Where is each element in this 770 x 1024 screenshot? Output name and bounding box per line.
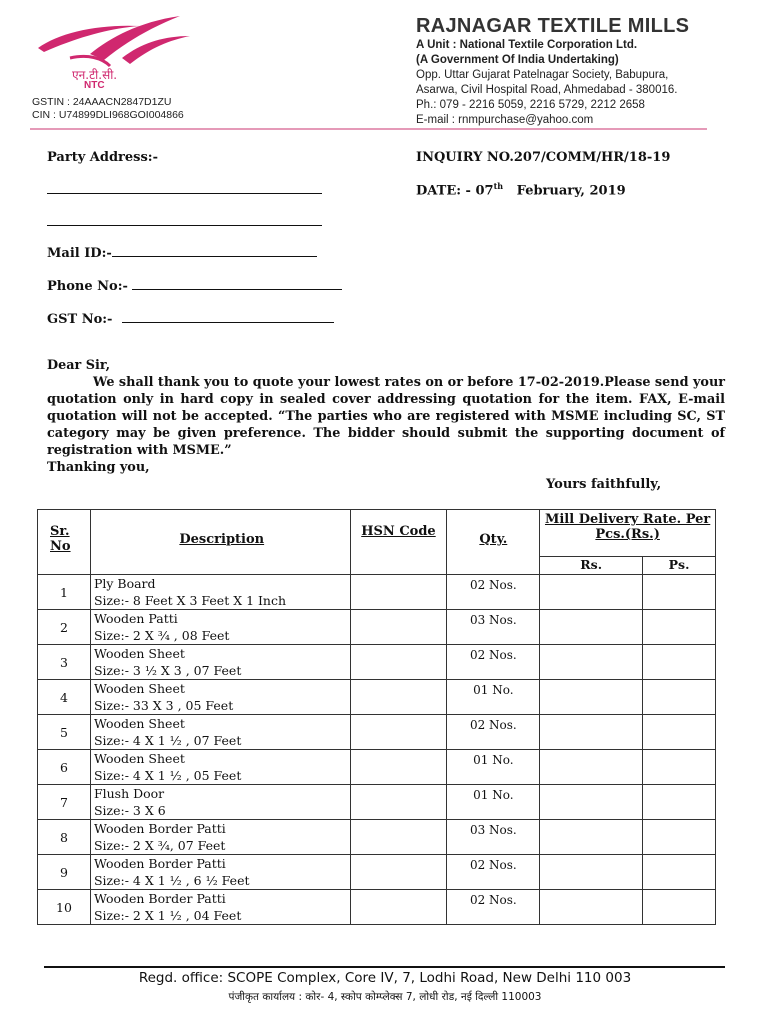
header-qty: Qty. [447,510,540,575]
org-block [416,14,689,128]
row-ps[interactable] [643,785,716,820]
footer-regd-office: Regd. office: SCOPE Complex, Core IV, 7, Lodhi Road, New Delhi 110 003 [138,970,632,986]
party-address-label: Party Address:- [47,150,159,165]
item-qty: 02 Nos. [469,858,517,872]
header-rate: Mill Delivery Rate. Per Pcs.(Rs.) [540,510,716,557]
row-ps[interactable] [643,820,716,855]
item-qty: 02 Nos. [469,893,517,907]
row-ps[interactable] [643,575,716,610]
item-name: Wooden Patti [93,611,178,626]
header-rs: Rs. [540,557,643,575]
row-qty [447,890,540,925]
table-row [38,645,716,680]
item-size: Size:- 8 Feet X 3 Feet X 1 Inch [93,593,287,608]
items-table [37,509,716,925]
footer-regd-office-hindi: पंजीकृत कार्यालय : कोर- 4, स्कोप कोम्प्लेक्स 7, लोधी रोड, नई दिल्ली 110003 [228,991,542,1003]
org-phone: Ph.: 079 - 2216 5059, 2216 5729, 2212 2658 [416,99,645,111]
item-name: Wooden Sheet [93,681,185,696]
row-sr: 5 [38,715,91,750]
inquiry-number: INQUIRY NO.207/COMM/HR/18-19 [416,150,671,165]
item-name: Flush Door [93,786,165,801]
row-hsn[interactable] [350,750,447,785]
mail-id-label: Mail ID:- [47,246,112,261]
row-ps[interactable] [643,750,716,785]
phone-label: Phone No:- [47,279,128,294]
row-rs[interactable] [540,610,643,645]
row-qty [447,645,540,680]
org-email: E-mail : rnmpurchase@yahoo.com [416,114,594,126]
item-name: Wooden Border Patti [93,856,226,871]
row-sr: 2 [38,610,91,645]
row-hsn[interactable] [350,820,447,855]
item-qty: 01 No. [473,788,514,802]
row-qty [447,680,540,715]
thanking: Thanking you, [47,460,150,475]
row-sr: 10 [38,890,91,925]
header-sr: Sr. No [38,510,91,575]
item-name: Wooden Sheet [93,646,185,661]
org-address-2: Asarwa, Civil Hospital Road, Ahmedabad - 380016. [416,84,678,96]
footer-divider [44,966,725,968]
row-rs[interactable] [540,890,643,925]
table-row [38,890,716,925]
mail-id-blank [112,244,317,257]
row-hsn[interactable] [350,715,447,750]
row-description [90,785,350,820]
date-suffix: th [493,181,504,191]
row-description [90,855,350,890]
row-description [90,680,350,715]
table-row [38,855,716,890]
cin: CIN : U74899DLI968GOI004866 [32,109,184,121]
header-description: Description [90,510,350,575]
gst-blank [122,310,334,323]
row-ps[interactable] [643,610,716,645]
row-sr: 7 [38,785,91,820]
item-qty: 02 Nos. [469,648,517,662]
row-qty [447,750,540,785]
row-hsn[interactable] [350,785,447,820]
row-rs[interactable] [540,575,643,610]
item-qty: 03 Nos. [469,613,517,627]
row-description [90,645,350,680]
table-row [38,575,716,610]
letter-body [47,357,725,476]
org-govt: (A Government Of India Undertaking) [416,54,619,66]
address-line-1 [47,193,322,194]
phone-row [47,277,342,294]
table-header-row [38,510,716,557]
header-hsn: HSN Code [350,510,447,575]
item-qty: 01 No. [473,683,514,697]
closing: Yours faithfully, [546,477,662,492]
row-sr: 3 [38,645,91,680]
row-ps[interactable] [643,855,716,890]
gst-row [47,310,334,327]
row-rs[interactable] [540,715,643,750]
row-description [90,610,350,645]
row-sr: 6 [38,750,91,785]
row-ps[interactable] [643,715,716,750]
item-size: Size:- 4 X 1 ½ , 05 Feet [93,768,242,783]
phone-blank [132,277,342,290]
date-prefix: DATE: - 07 [416,183,494,199]
item-name: Wooden Border Patti [93,821,226,836]
org-name: RAJNAGAR TEXTILE MILLS [416,15,690,37]
row-description [90,750,350,785]
row-qty [447,575,540,610]
mail-id-row [47,244,317,261]
row-sr: 4 [38,680,91,715]
row-qty [447,715,540,750]
item-qty: 02 Nos. [469,718,517,732]
row-rs[interactable] [540,680,643,715]
row-qty [447,610,540,645]
row-qty [447,855,540,890]
item-size: Size:- 2 X ¾, 07 Feet [93,838,226,853]
item-qty: 01 No. [473,753,514,767]
row-rs[interactable] [540,750,643,785]
item-size: Size:- 4 X 1 ½ , 07 Feet [93,733,242,748]
row-qty [447,820,540,855]
item-size: Size:- 2 X ¾ , 08 Feet [93,628,230,643]
row-description [90,820,350,855]
header-divider [30,128,707,130]
address-line-2 [47,225,322,226]
item-qty: 02 Nos. [469,578,517,592]
gst-label: GST No:- [47,312,113,327]
logo-hindi-text: एन.टी.सी. [72,68,118,82]
table-row [38,680,716,715]
item-name: Ply Board [93,576,156,591]
row-hsn[interactable] [350,575,447,610]
company-ids [32,96,184,122]
item-qty: 03 Nos. [469,823,517,837]
letter-paragraph: We shall thank you to quote your lowest rates on or before 17-02-2019.Please send your quotation only in hard copy in sealed cover addressing quotation for the item. FAX, E-mail quotation will not be accepted. “The parties who are registered with MSME including SC, ST category may be given preference. The bidder should submit the supporting document of registration with MSME.” [47,375,725,458]
item-size: Size:- 3 ½ X 3 , 07 Feet [93,663,242,678]
row-hsn[interactable] [350,855,447,890]
item-name: Wooden Border Patti [93,891,226,906]
row-hsn[interactable] [350,890,447,925]
ntc-logo [30,14,210,74]
row-rs[interactable] [540,645,643,680]
org-address-1: Opp. Uttar Gujarat Patelnagar Society, Babupura, [416,69,669,81]
salutation: Dear Sir, [47,358,111,373]
row-rs[interactable] [540,785,643,820]
row-ps[interactable] [643,890,716,925]
table-row [38,715,716,750]
row-rs[interactable] [540,820,643,855]
row-sr: 8 [38,820,91,855]
item-size: Size:- 4 X 1 ½ , 6 ½ Feet [93,873,250,888]
table-row [38,750,716,785]
row-rs[interactable] [540,855,643,890]
item-name: Wooden Sheet [93,716,185,731]
gstin: GSTIN : 24AAACN2847D1ZU [32,96,172,108]
row-hsn[interactable] [350,680,447,715]
row-qty [447,785,540,820]
table-row [38,820,716,855]
item-size: Size:- 2 X 1 ½ , 04 Feet [93,908,242,923]
row-sr: 9 [38,855,91,890]
date-month-year: February, 2019 [516,183,626,199]
item-name: Wooden Sheet [93,751,185,766]
table-row [38,785,716,820]
row-ps[interactable] [643,680,716,715]
row-hsn[interactable] [350,610,447,645]
item-size: Size:- 3 X 6 [93,803,166,818]
header-ps: Ps. [643,557,716,575]
row-hsn[interactable] [350,645,447,680]
row-ps[interactable] [643,645,716,680]
row-description [90,575,350,610]
item-size: Size:- 33 X 3 , 05 Feet [93,698,234,713]
table-row [38,610,716,645]
logo-ntc-text: NTC [84,80,105,91]
row-sr: 1 [38,575,91,610]
org-unit: A Unit : National Textile Corporation Ltd. [416,39,638,51]
row-description [90,715,350,750]
inquiry-date [416,181,626,198]
row-description [90,890,350,925]
